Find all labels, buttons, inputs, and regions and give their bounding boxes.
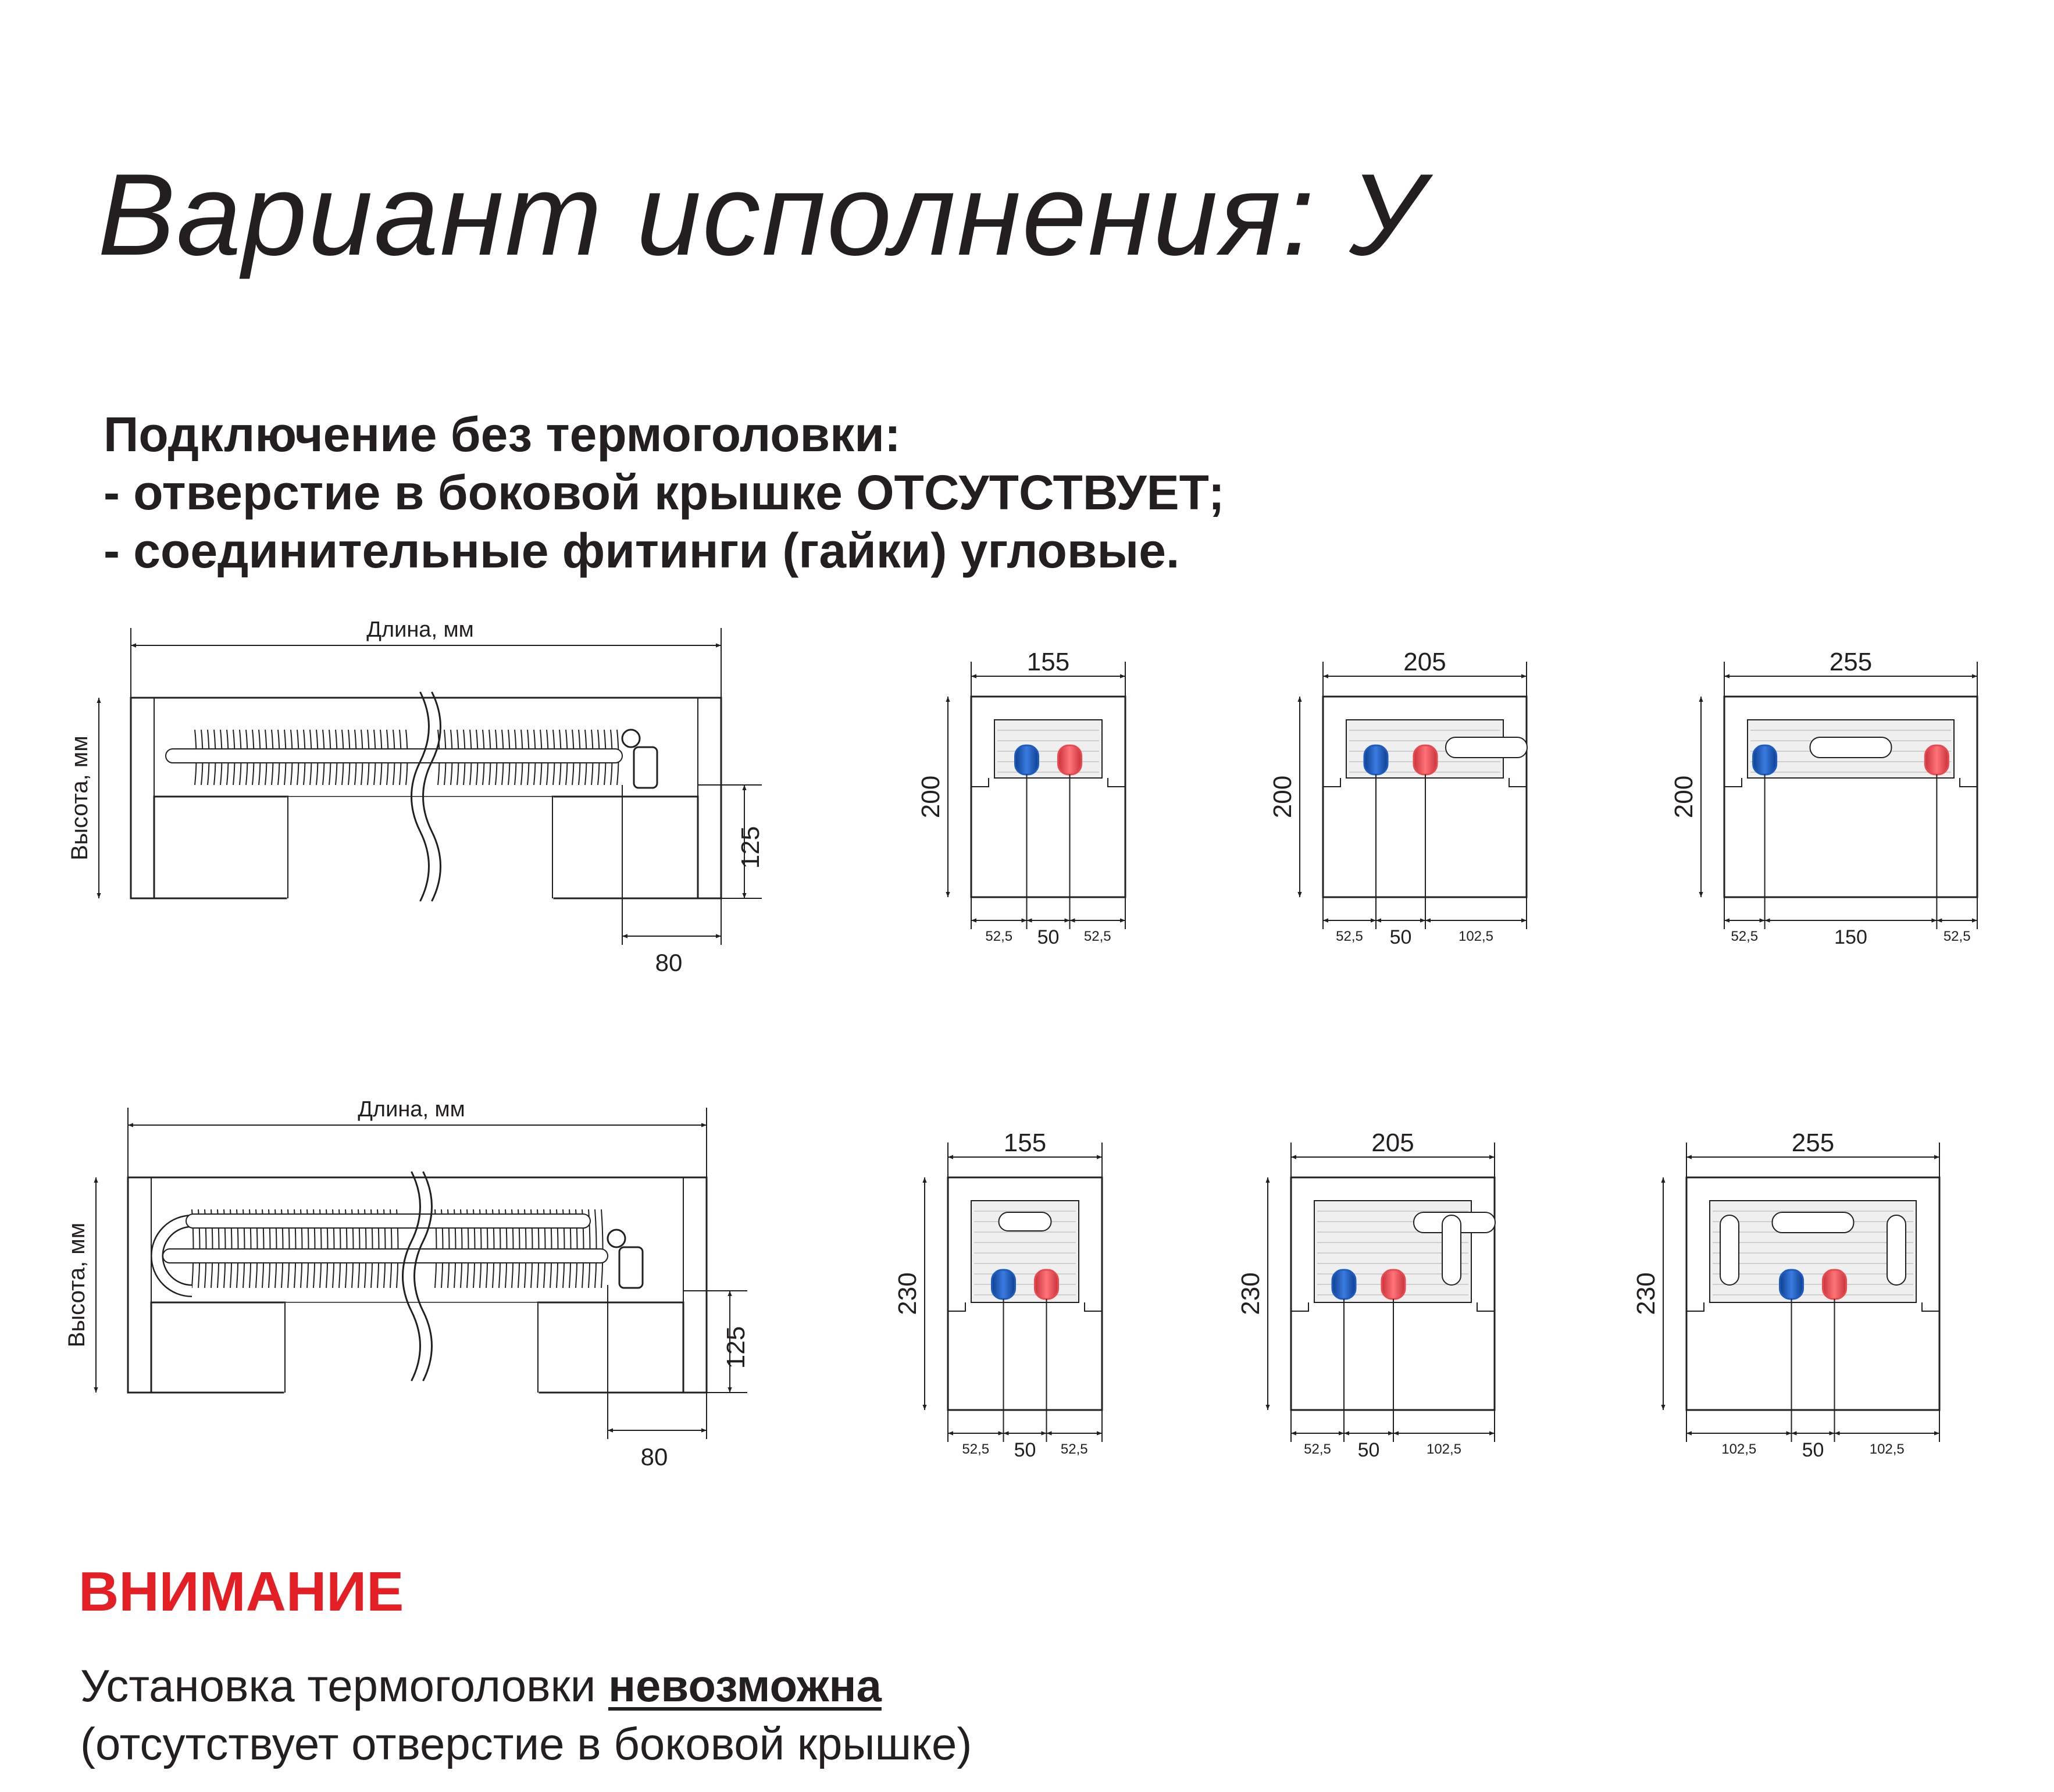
height-dimension: 200 [1670, 775, 1698, 819]
cross-section-155 [893, 1129, 1102, 1461]
valve-cap [622, 730, 640, 747]
heat-exchanger-panel [994, 720, 1102, 778]
warning-heading: ВНИМАНИЕ [79, 1561, 404, 1623]
support-foot [151, 1302, 285, 1393]
hot-connector [1925, 745, 1948, 774]
height-dimension: 125 [736, 826, 765, 869]
cross-section-255 [1670, 648, 1977, 948]
right-offset-dimension: 102,5 [1458, 929, 1494, 944]
heating-pipe-upper [186, 1214, 590, 1228]
height-dimension: 230 [1632, 1272, 1660, 1315]
hot-connector [1058, 745, 1082, 774]
width-dimension: 255 [1791, 1129, 1835, 1157]
valve-cap [608, 1230, 625, 1247]
height-dimension: 125 [722, 1326, 750, 1369]
width-dimension: 155 [1026, 648, 1070, 676]
warning-text-line-2: (отсутствует отверстие в боковой крышке) [80, 1718, 972, 1769]
height-dimension: 200 [917, 775, 945, 819]
warning-text [80, 1660, 882, 1711]
right-offset-dimension: 102,5 [1869, 1441, 1905, 1457]
height-dimension: 200 [1268, 775, 1297, 819]
support-foot [154, 797, 288, 898]
height-dimension: 230 [1236, 1272, 1265, 1315]
center-distance-dimension: 50 [1037, 926, 1060, 948]
cross-section-255 [1632, 1129, 1939, 1461]
cross-section-155 [917, 648, 1125, 948]
height-label: Высота, мм [67, 736, 92, 861]
cold-connector [1015, 745, 1039, 774]
height-label: Высота, мм [64, 1222, 90, 1348]
offset-dimension: 80 [655, 949, 683, 976]
elbow-fitting [619, 1247, 643, 1288]
cold-connector [1364, 745, 1388, 774]
cold-connector [1753, 745, 1777, 774]
length-label: Длина, мм [366, 617, 474, 642]
width-dimension: 205 [1403, 648, 1446, 676]
heating-pipe [163, 1249, 608, 1263]
right-offset-dimension: 52,5 [1060, 1441, 1088, 1457]
warning-text-start: Установка термоголовки [80, 1660, 608, 1711]
cold-connector [1780, 1270, 1803, 1299]
conditions-line-2: - соединительные фитинги (гайки) угловые. [104, 523, 1180, 578]
elbow-fitting [634, 747, 657, 788]
center-distance-dimension: 50 [1802, 1439, 1824, 1461]
left-offset-dimension: 52,5 [985, 929, 1013, 944]
offset-dimension: 80 [640, 1443, 668, 1470]
center-distance-dimension: 150 [1834, 926, 1867, 948]
cross-section-205 [1268, 648, 1527, 948]
conditions-line-1: - отверстие в боковой крышке ОТСУТСТВУЕТ; [104, 465, 1225, 520]
oval-opening [1720, 1215, 1739, 1285]
height-dimension: 230 [893, 1272, 922, 1315]
support-foot [538, 1302, 683, 1393]
oval-opening [1887, 1215, 1906, 1285]
floor-gap [288, 798, 552, 902]
conditions-heading: Подключение без термоголовки: [104, 407, 901, 462]
width-dimension: 205 [1371, 1129, 1414, 1157]
length-label: Длина, мм [358, 1097, 465, 1122]
hot-connector [1823, 1270, 1846, 1299]
width-dimension: 255 [1829, 648, 1873, 676]
oval-opening [1810, 737, 1892, 758]
cross-section-205 [1236, 1129, 1495, 1461]
left-offset-dimension: 102,5 [1721, 1441, 1757, 1457]
center-distance-dimension: 50 [1389, 926, 1412, 948]
page-title: Вариант исполнения: У [98, 150, 1425, 280]
center-distance-dimension: 50 [1357, 1439, 1380, 1461]
oval-opening [999, 1212, 1051, 1231]
left-offset-dimension: 52,5 [962, 1441, 990, 1457]
warning-text-emphasis: невозможна [608, 1660, 882, 1711]
right-offset-dimension: 52,5 [1083, 929, 1111, 944]
support-foot [552, 797, 698, 898]
right-offset-dimension: 102,5 [1426, 1441, 1462, 1457]
floor-gap [285, 1304, 538, 1396]
oval-opening [1446, 737, 1527, 758]
left-offset-dimension: 52,5 [1336, 929, 1363, 944]
left-offset-dimension: 52,5 [1731, 929, 1759, 944]
side-view-2 [64, 1097, 750, 1470]
cold-connector [992, 1270, 1015, 1299]
heating-pipe [166, 749, 622, 763]
right-offset-dimension: 52,5 [1943, 929, 1971, 944]
oval-opening [1442, 1215, 1461, 1285]
left-offset-dimension: 52,5 [1304, 1441, 1331, 1457]
cold-connector [1332, 1270, 1356, 1299]
side-view-1 [67, 617, 765, 976]
hot-connector [1382, 1270, 1405, 1299]
oval-opening [1773, 1212, 1854, 1233]
width-dimension: 155 [1003, 1129, 1047, 1157]
center-distance-dimension: 50 [1014, 1439, 1036, 1461]
hot-connector [1414, 745, 1437, 774]
hot-connector [1035, 1270, 1058, 1299]
